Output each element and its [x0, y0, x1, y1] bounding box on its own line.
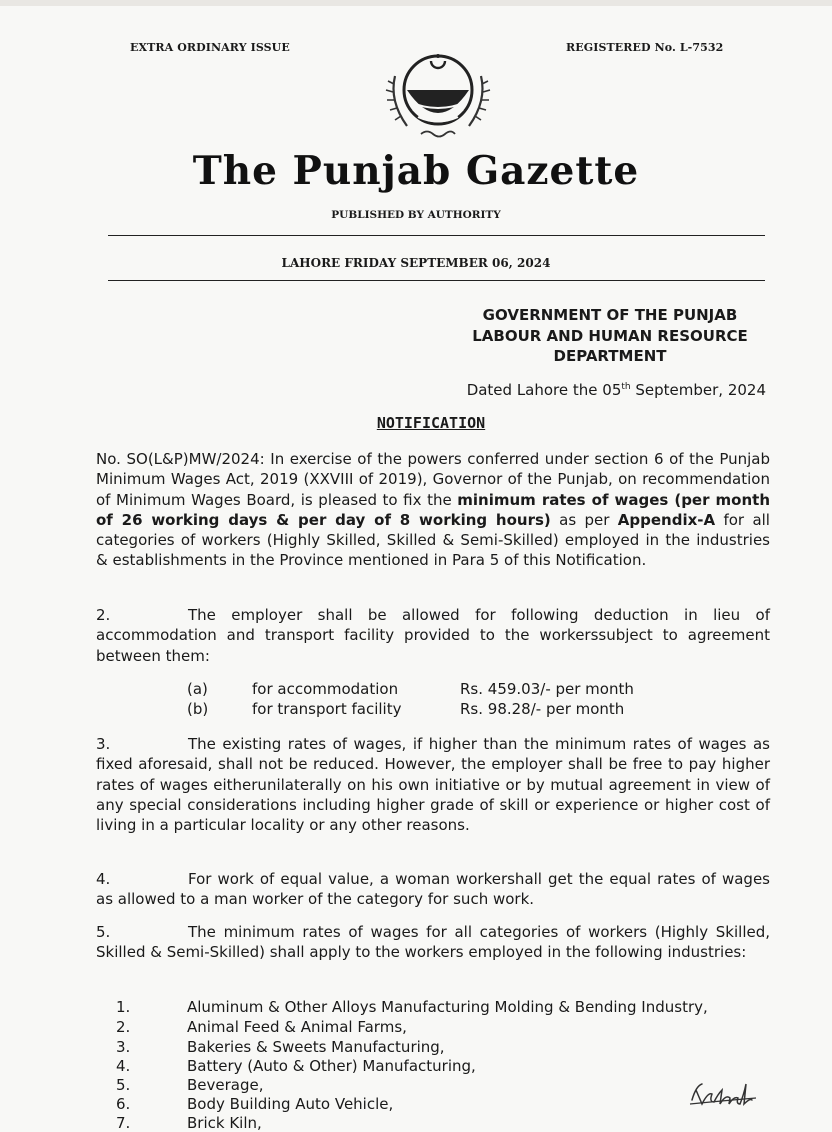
issue-date-line: LAHORE FRIDAY SEPTEMBER 06, 2024: [281, 256, 551, 270]
para1-text-a: No. SO(L&P)MW/2024: In exercise of the powers conferred under section 6 of the Punjab Minimum Wages Act, 2019 (XXVIII of 2019), Governor of the Punjab, on recommendation of Minimum Wages Board, is pleased to fix the: [96, 450, 770, 509]
notification-heading: NOTIFICATION: [376, 414, 486, 432]
deduction-amount: Rs. 459.03/- per month: [460, 680, 634, 698]
industry-number: 3.: [116, 1038, 131, 1056]
issue-label: EXTRA ORDINARY ISSUE: [130, 41, 290, 54]
industry-name: Aluminum & Other Alloys Manufacturing Molding & Bending Industry,: [187, 998, 708, 1016]
published-by-authority: PUBLISHED BY AUTHORITY: [331, 209, 501, 221]
department-line-3: DEPARTMENT: [553, 347, 667, 365]
paragraph-3: [96, 734, 770, 835]
dated-prefix: Dated Lahore the 05: [466, 381, 622, 399]
deduction-letter: (b): [187, 700, 209, 718]
industry-number: 2.: [116, 1018, 131, 1036]
dated-ordinal: th: [621, 382, 631, 392]
divider-bottom: [108, 280, 765, 281]
industry-number: 5.: [116, 1076, 131, 1094]
punjab-emblem-icon: [377, 46, 499, 142]
paragraph-5: [96, 922, 770, 963]
industry-name: Brick Kiln,: [187, 1114, 262, 1132]
para1-text-b: as per: [550, 510, 618, 529]
para1-text-c: for all categories of workers (Highly Skilled, Skilled & Semi-Skilled) employed in the industries & establishments in the Province mentioned in Para 5 of this Notification.: [96, 510, 770, 570]
signature-icon: [686, 1072, 766, 1112]
industry-name: Battery (Auto & Other) Manufacturing,: [187, 1057, 476, 1075]
gazette-title: The Punjab Gazette: [192, 148, 640, 194]
deduction-letter: (a): [187, 680, 208, 698]
para1-bold-a: minimum rates of wages (per month of 26 working days & per day of 8 working hours): [96, 490, 770, 529]
registration-label: REGISTERED No. L-7532: [566, 41, 724, 54]
para1-bold-b: Appendix-A: [617, 510, 716, 529]
deduction-amount: Rs. 98.28/- per month: [460, 700, 625, 718]
industry-name: Beverage,: [187, 1076, 264, 1094]
department-line-1: GOVERNMENT OF THE PUNJAB: [482, 306, 738, 324]
para5-number: 5.: [96, 923, 111, 941]
industry-number: 7.: [116, 1114, 131, 1132]
industry-name: Body Building Auto Vehicle,: [187, 1095, 394, 1113]
department-heading: [400, 305, 820, 367]
para5-text: The minimum rates of wages for all categories of workers (Highly Skilled, Skilled & Semi-Skilled) shall apply to the workers employed in the following industries:: [96, 923, 770, 962]
para4-text: For work of equal value, a woman workershall get the equal rates of wages as allowed to a man worker of the category for such work.: [96, 870, 770, 909]
industry-number: 6.: [116, 1095, 131, 1113]
dated-suffix: September, 2024: [630, 381, 766, 399]
deduction-label: for transport facility: [252, 700, 402, 718]
para2-number: 2.: [96, 606, 111, 624]
industry-number: 1.: [116, 998, 131, 1016]
industry-name: Bakeries & Sweets Manufacturing,: [187, 1038, 445, 1056]
top-strip: [0, 0, 832, 6]
divider-top: [108, 235, 765, 236]
paragraph-2: [96, 605, 770, 666]
deduction-label: for accommodation: [252, 680, 399, 698]
department-line-2: LABOUR AND HUMAN RESOURCE: [472, 326, 748, 345]
paragraph-4: [96, 869, 770, 910]
para3-number: 3.: [96, 735, 111, 753]
paragraph-1: [96, 449, 770, 571]
dated-line: [467, 381, 766, 399]
para3-text: The existing rates of wages, if higher than the minimum rates of wages as fixed aforesaid, shall not be reduced. However, the employer shall be free to pay higher rates of wages eitherunilaterally on his own initiative or by mutual agreement in view of any special considerations including higher grade of skill or experience or higher cost of living in a particular locality or any other reasons.: [96, 735, 770, 835]
para2-text: The employer shall be allowed for following deduction in lieu of accommodation and transport facility provided to the workerssubject to agreement between them:: [96, 606, 770, 665]
industry-name: Animal Feed & Animal Farms,: [187, 1018, 407, 1036]
industry-number: 4.: [116, 1057, 131, 1075]
para4-number: 4.: [96, 870, 111, 888]
